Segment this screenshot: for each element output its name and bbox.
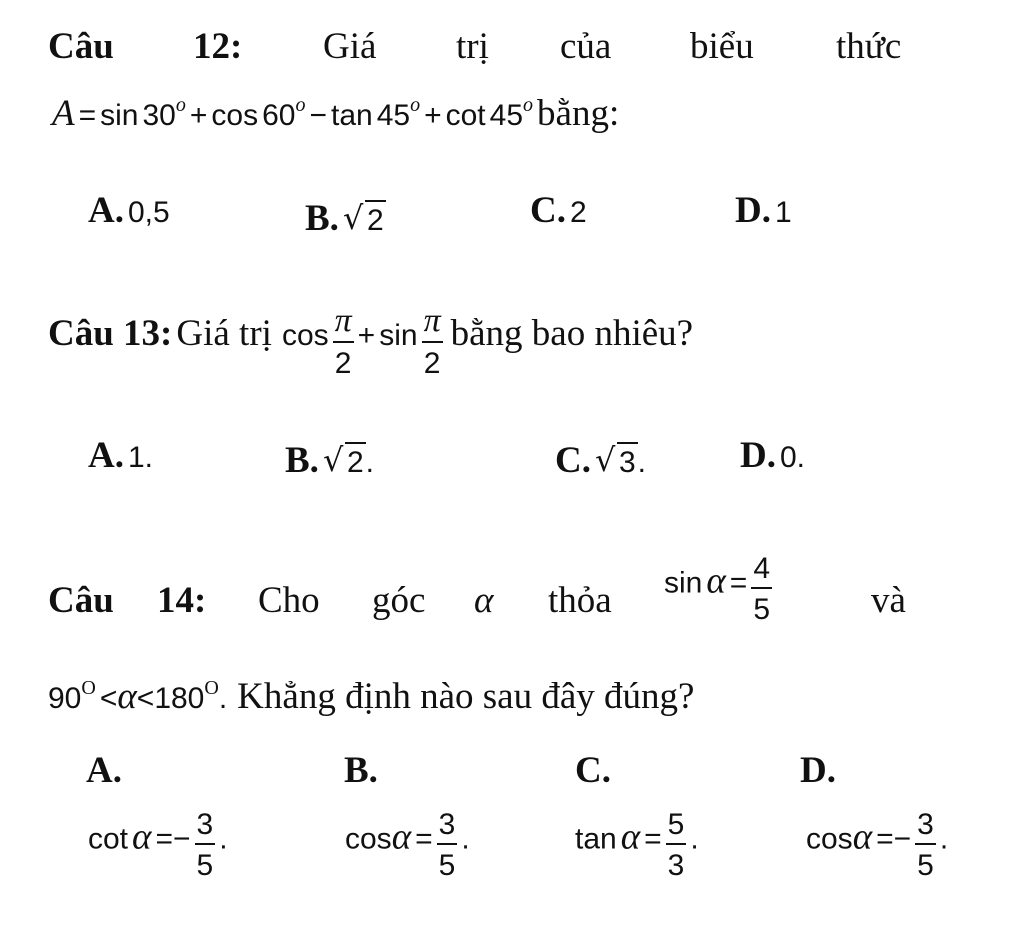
q12-option-a[interactable]: A. 0,5: [88, 190, 170, 231]
q12-word-gia: Giá: [323, 26, 377, 67]
q13-option-a[interactable]: A. 1.: [88, 435, 154, 476]
q12-word-number: 12:: [193, 26, 243, 67]
q14-word-cau: Câu: [48, 580, 114, 621]
fraction: $\frac{3}{5}$: [438, 808, 456, 882]
q14-word-alpha: α: [474, 580, 494, 621]
q14-word-thoa: thỏa: [548, 580, 612, 621]
q14-option-a-label[interactable]: A.: [86, 750, 122, 791]
fraction-pi-over-2: $\frac{\pi}{2}$: [423, 302, 441, 381]
fraction: $\frac{3}{5}$: [917, 808, 934, 882]
q13-option-d[interactable]: D. 0.: [740, 435, 806, 476]
sqrt-symbol: √ 2: [323, 448, 366, 478]
q14-option-c-label[interactable]: C.: [575, 750, 611, 791]
q14-option-b-label[interactable]: B.: [344, 750, 378, 791]
sqrt-symbol: √ 2: [343, 206, 386, 236]
q12-option-d[interactable]: D. 1: [735, 190, 792, 231]
fraction-pi-over-2: $\frac{\pi}{2}$: [334, 302, 352, 381]
q14-word-number: 14:: [157, 580, 207, 621]
q12-word-cau: Câu: [48, 26, 114, 67]
q13-option-b[interactable]: B. √ 2.: [285, 442, 374, 479]
q13-stem: Câu 13: Giá trị cos $\frac{\pi}{2}$ + sin $\frac{\pi}{2}$ bằng bao nhiêu?: [48, 302, 694, 381]
q13-option-c[interactable]: C. √ 3.: [555, 442, 646, 479]
fraction: $\frac{3}{5}$: [196, 808, 214, 882]
q14-range: 90O <α<180O. Khẳng định nào sau đây đúng?: [48, 676, 695, 717]
q12-option-c[interactable]: C. 2: [530, 190, 587, 231]
q14-statement: Khẳng định nào sau đây đúng?: [237, 676, 695, 717]
fraction-4-5: $\frac{4}{5}$: [753, 552, 770, 626]
sqrt-symbol: √ 3: [595, 448, 638, 478]
fraction: $\frac{5}{3}$: [667, 808, 685, 882]
q14-option-c[interactable]: tan α = $\frac{5}{3}$ .: [575, 808, 699, 882]
q12-word-thuc: thức: [836, 26, 902, 67]
q14-option-d-label[interactable]: D.: [800, 750, 836, 791]
q12-word-bieu: biểu: [690, 26, 754, 67]
q14-condition: sin α = $\frac{4}{5}$: [664, 552, 770, 626]
q14-word-goc: góc: [372, 580, 426, 621]
q14-option-d[interactable]: cosα =− $\frac{3}{5}$ .: [806, 808, 949, 882]
q14-option-a[interactable]: cot α =− $\frac{3}{5}$ .: [88, 808, 228, 882]
q12-expression: A = sin 30o + cos 60o − tan 45o + cot 45o bằng:: [52, 93, 620, 134]
q14-word-va: và: [871, 580, 906, 621]
q12-word-tri: trị: [456, 26, 489, 67]
q12-word-cua: của: [560, 26, 612, 67]
q12-option-b[interactable]: B. √ 2: [305, 200, 386, 237]
q14-word-cho: Cho: [258, 580, 320, 621]
q14-option-b[interactable]: cosα = $\frac{3}{5}$ .: [345, 808, 470, 882]
q13-title: Câu 13:: [48, 312, 173, 354]
